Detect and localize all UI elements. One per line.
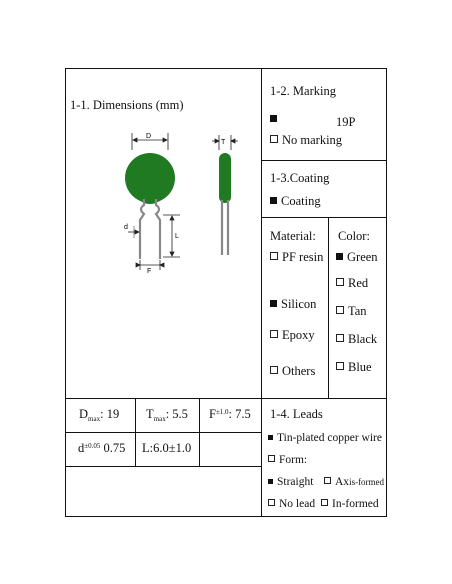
leads-option-form[interactable] — [268, 453, 307, 467]
color-option-tan[interactable] — [336, 304, 367, 318]
color-option-red[interactable] — [336, 276, 368, 290]
dim-t-max: $T_{max}$: 5.5 — [146, 407, 188, 423]
label-dlead: d — [124, 224, 128, 231]
material-option-epoxy[interactable] — [270, 328, 315, 342]
black-checkbox[interactable] — [336, 334, 344, 342]
dimensions-title: 1-1. Dimensions (mm) — [70, 98, 184, 112]
color-title: Color: — [338, 229, 370, 243]
coating-checkbox[interactable] — [270, 197, 277, 204]
axis-formed-checkbox[interactable] — [324, 477, 331, 484]
others-checkbox[interactable] — [270, 366, 278, 374]
material-option-others[interactable] — [270, 364, 315, 378]
color-option-black[interactable] — [336, 332, 377, 346]
label-f: F — [147, 268, 152, 275]
epoxy-checkbox[interactable] — [270, 330, 278, 338]
coating-title: 1-3.Coating — [270, 171, 330, 185]
color-option-blue[interactable] — [336, 360, 372, 374]
dimension-dlead-marker — [128, 226, 139, 238]
leads-option-in-formed[interactable] — [321, 497, 379, 511]
leads-title: 1-4. Leads — [270, 407, 323, 421]
material-option-silicon[interactable] — [270, 297, 316, 311]
pf-resin-checkbox[interactable] — [270, 252, 278, 260]
green-checkbox[interactable] — [336, 253, 343, 260]
label-l: L — [175, 233, 179, 240]
form-checkbox[interactable] — [268, 455, 275, 462]
in-formed-checkbox[interactable] — [321, 499, 328, 506]
marking-code-text: 19P — [336, 115, 356, 129]
marking-code-checkbox[interactable] — [270, 115, 277, 122]
silicon-label: Silicon — [281, 297, 317, 311]
coating-option[interactable] — [270, 194, 321, 208]
no-marking-label: No marking — [282, 133, 343, 147]
form-label: Form: — [279, 454, 308, 466]
no-lead-label: No lead — [279, 498, 316, 510]
blue-checkbox[interactable] — [336, 362, 344, 370]
no-lead-checkbox[interactable] — [268, 499, 275, 506]
marking-option-code[interactable] — [270, 112, 281, 126]
axis-formed-label-prefix: Ax — [335, 476, 350, 488]
dim-f: $F^{\pm 1.0}$: 7.5 — [209, 407, 251, 421]
dim-d-max: $D_{max}$: 19 — [79, 407, 120, 423]
tan-label: Tan — [348, 304, 367, 318]
dim-d-lead: $d^{\pm 0.05}$ 0.75 — [78, 441, 126, 455]
others-label: Others — [282, 364, 316, 378]
coating-label: Coating — [281, 194, 321, 208]
leads-option-tin-plated[interactable] — [268, 431, 382, 445]
tin-plated-checkbox[interactable] — [268, 435, 273, 440]
straight-label: Straight — [277, 476, 314, 488]
black-label: Black — [348, 332, 378, 346]
color-option-green[interactable] — [336, 250, 378, 264]
disc-neck — [139, 190, 161, 204]
marking-title: 1-2. Marking — [270, 84, 336, 98]
blue-label: Blue — [348, 360, 372, 374]
tan-checkbox[interactable] — [336, 306, 344, 314]
marking-option-none[interactable] — [270, 133, 342, 147]
in-formed-label: In-formed — [332, 498, 379, 510]
label-t: T — [221, 139, 226, 146]
dim-l: L:6.0±1.0 — [142, 441, 192, 455]
side-view-leads — [222, 200, 228, 255]
green-label: Green — [347, 250, 378, 264]
straight-checkbox[interactable] — [268, 479, 273, 484]
pf-resin-label: PF resin — [282, 250, 324, 264]
leads-option-axis-formed[interactable] — [324, 475, 386, 489]
axis-formed-label-suffix: is-formed — [349, 477, 385, 487]
side-view-body — [219, 153, 231, 203]
silicon-checkbox[interactable] — [270, 300, 277, 307]
no-marking-checkbox[interactable] — [270, 135, 278, 143]
epoxy-label: Epoxy — [282, 328, 315, 342]
leads-option-no-lead[interactable] — [268, 497, 315, 511]
tin-plated-label: Tin-plated copper wire — [277, 432, 382, 444]
front-leads — [140, 199, 160, 259]
material-option-pf-resin[interactable] — [270, 250, 323, 264]
red-label: Red — [348, 276, 369, 290]
red-checkbox[interactable] — [336, 278, 344, 286]
material-title: Material: — [270, 229, 316, 243]
leads-option-straight[interactable] — [268, 475, 313, 489]
label-d: D — [146, 133, 152, 140]
